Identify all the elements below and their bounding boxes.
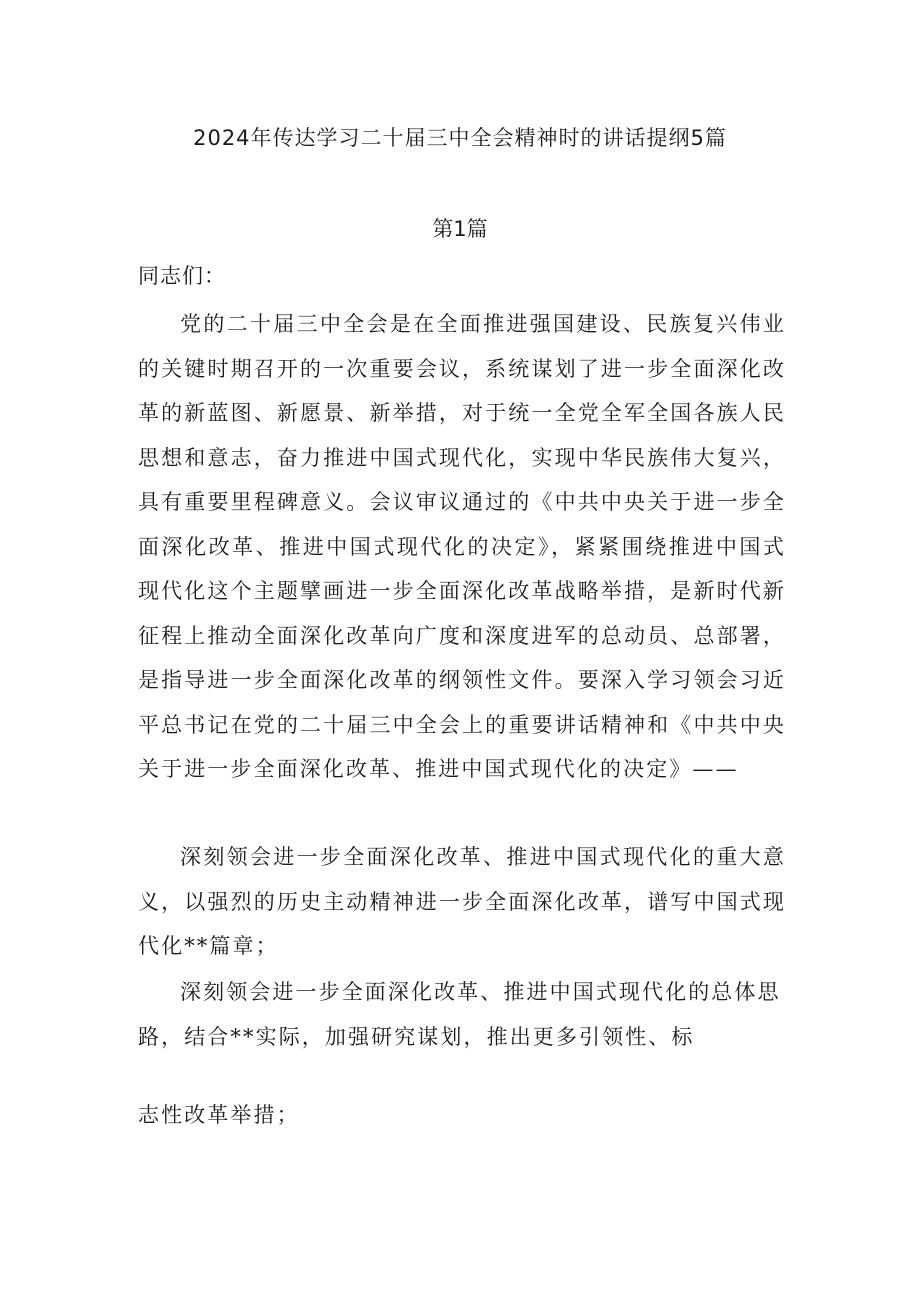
- body-paragraph-tail: 志性改革举措；: [138, 1103, 300, 1127]
- section-heading: 第1篇: [432, 217, 488, 241]
- body-paragraph-block: [138, 970, 786, 1059]
- document-title: 2024年传达学习二十届三中全会精神时的讲话提纲5篇: [193, 126, 727, 150]
- body-paragraph: 深刻领会进一步全面深化改革、推进中国式现代化的总体思路，结合**实际，加强研究谋划，推出更多引领性、标: [138, 980, 781, 1049]
- salutation: 同志们：: [138, 264, 226, 288]
- body-paragraph: 深刻领会进一步全面深化改革、推进中国式现代化的重大意义，以强烈的历史主动精神进一步全面深化改革，谱写中国式现代化**篇章；: [138, 845, 786, 958]
- body-paragraph-block: [138, 302, 786, 792]
- body-paragraph: 党的二十届三中全会是在全面推进强国建设、民族复兴伟业的关键时期召开的一次重要会议，系统谋划了进一步全面深化改革的新蓝图、新愿景、新举措，对于统一全党全军全国各族人民思想和意志，奋力推进中国式现代化，实现中华民族伟大复兴，具有重要里程碑意义。会议审议通过的《中共中央关于进一步全面深化改革、推进中国式现代化的决定》，紧紧围绕推进中国式现代化这个主题擘画进一步全面深化改革战略举措，是新时代新征程上推动全面深化改革向广度和深度进军的总动员、总部署，是指导进一步全面深化改革的纲领性文件。要深入学习领会习近平总书记在党的二十届三中全会上的重要讲话精神和《中共中央关于进一步全面深化改革、推进中国式现代化的决定》——: [138, 312, 786, 781]
- body-paragraph-block: [138, 835, 786, 969]
